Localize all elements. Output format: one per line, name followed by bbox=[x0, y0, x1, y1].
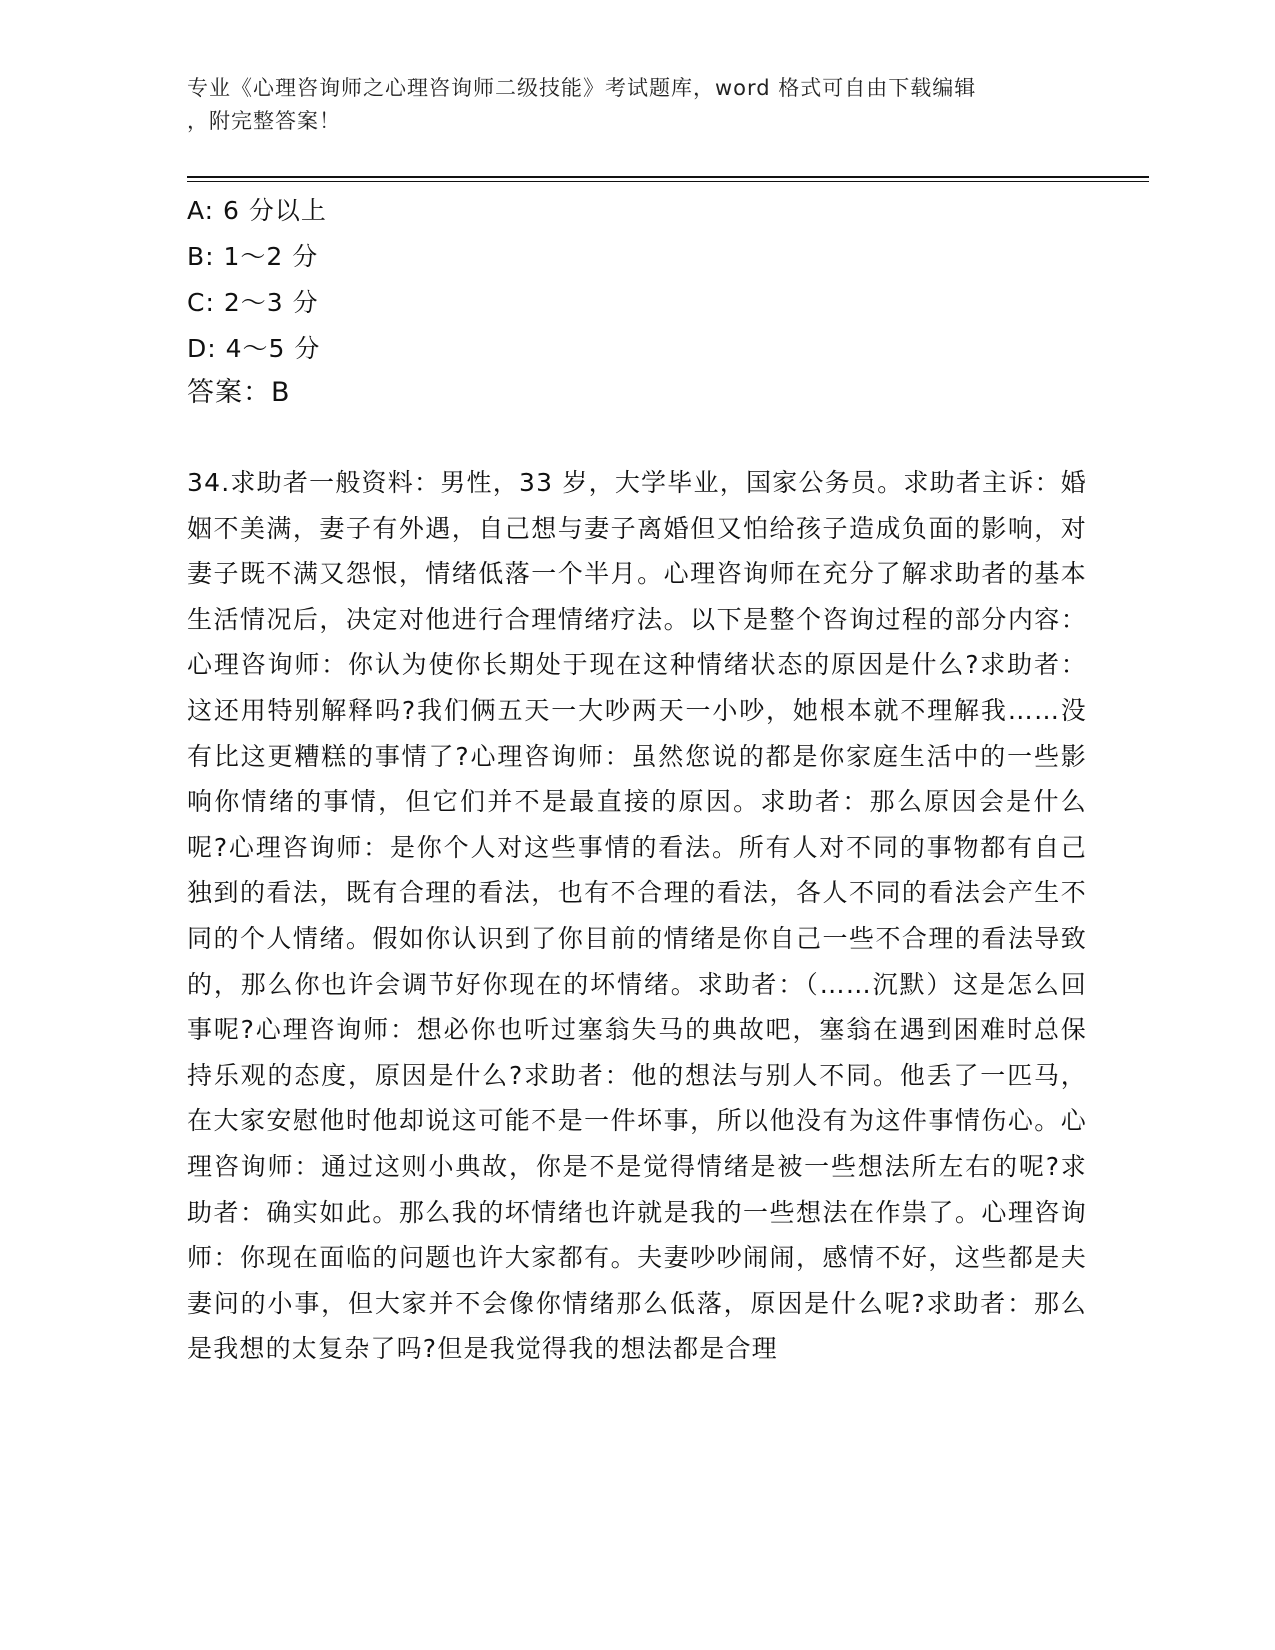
option-b bbox=[187, 234, 1087, 280]
question-number: 34. bbox=[187, 468, 231, 497]
question-text: 求助者一般资料：男性，33 岁，大学毕业，国家公务员。求助者主诉：婚姻不美满，妻子有外遇，自己想与妻子离婚但又怕给孩子造成负面的影响，对妻子既不满又怨恨，情绪低落一个半月。心理咨询师在充分了解求助者的基本生活情况后，决定对他进行合理情绪疗法。以下是整个咨询过程的部分内容：心理咨询师：你认为使你长期处于现在这种情绪状态的原因是什么?求助者：这还用特别解释吗?我们俩五天一大吵两天一小吵，她根本就不理解我……没有比这更糟糕的事情了?心理咨询师：虽然您说的都是你家庭生活中的一些影响你情绪的事情，但它们并不是最直接的原因。求助者：那么原因会是什么呢?心理咨询师：是你个人对这些事情的看法。所有人对不同的事物都有自己独到的看法，既有合理的看法，也有不合理的看法，各人不同的看法会产生不同的个人情绪。假如你认识到了你目前的情绪是你自己一些不合理的看法导致的，那么你也许会调节好你现在的坏情绪。求助者：（……沉默）这是怎么回事呢?心理咨询师：想必你也听过塞翁失马的典故吧，塞翁在遇到困难时总保持乐观的态度，原因是什么?求助者：他的想法与别人不同。他丢了一匹马，在大家安慰他时他却说这可能不是一件坏事，所以他没有为这件事情伤心。心理咨询师：通过这则小典故，你是不是觉得情绪是被一些想法所左右的呢?求助者：确实如此。那么我的坏情绪也许就是我的一些想法在作祟了。心理咨询师：你现在面临的问题也许大家都有。夫妻吵吵闹闹，感情不好，这些都是夫妻问的小事，但大家并不会像你情绪那么低落，原因是什么呢?求助者：那么是我想的太复杂了吗?但是我觉得我的想法都是合理 bbox=[187, 468, 1087, 1364]
option-text: 6 分以上 bbox=[223, 196, 327, 225]
answer-label: 答案： bbox=[187, 377, 271, 408]
option-text: 1～2 分 bbox=[223, 242, 319, 271]
answer-value: B bbox=[271, 377, 291, 408]
option-a bbox=[187, 188, 1087, 234]
option-c bbox=[187, 280, 1087, 326]
answer-line bbox=[187, 370, 291, 416]
option-label: C: bbox=[187, 288, 215, 317]
option-text: 2～3 分 bbox=[223, 288, 319, 317]
document-header bbox=[187, 72, 1077, 138]
answer-options bbox=[187, 188, 1087, 372]
option-d bbox=[187, 326, 1087, 372]
option-label: B: bbox=[187, 242, 215, 271]
option-label: D: bbox=[187, 334, 217, 363]
question-34 bbox=[187, 460, 1087, 1372]
option-text: 4～5 分 bbox=[225, 334, 321, 363]
header-title-line-2: ，附完整答案！ bbox=[187, 109, 341, 133]
header-title-line-1: 专业《心理咨询师之心理咨询师二级技能》考试题库，word 格式可自由下载编辑 bbox=[187, 76, 977, 100]
header-divider-thin bbox=[187, 181, 1149, 182]
header-divider-thick bbox=[187, 176, 1149, 178]
option-label: A: bbox=[187, 196, 215, 225]
